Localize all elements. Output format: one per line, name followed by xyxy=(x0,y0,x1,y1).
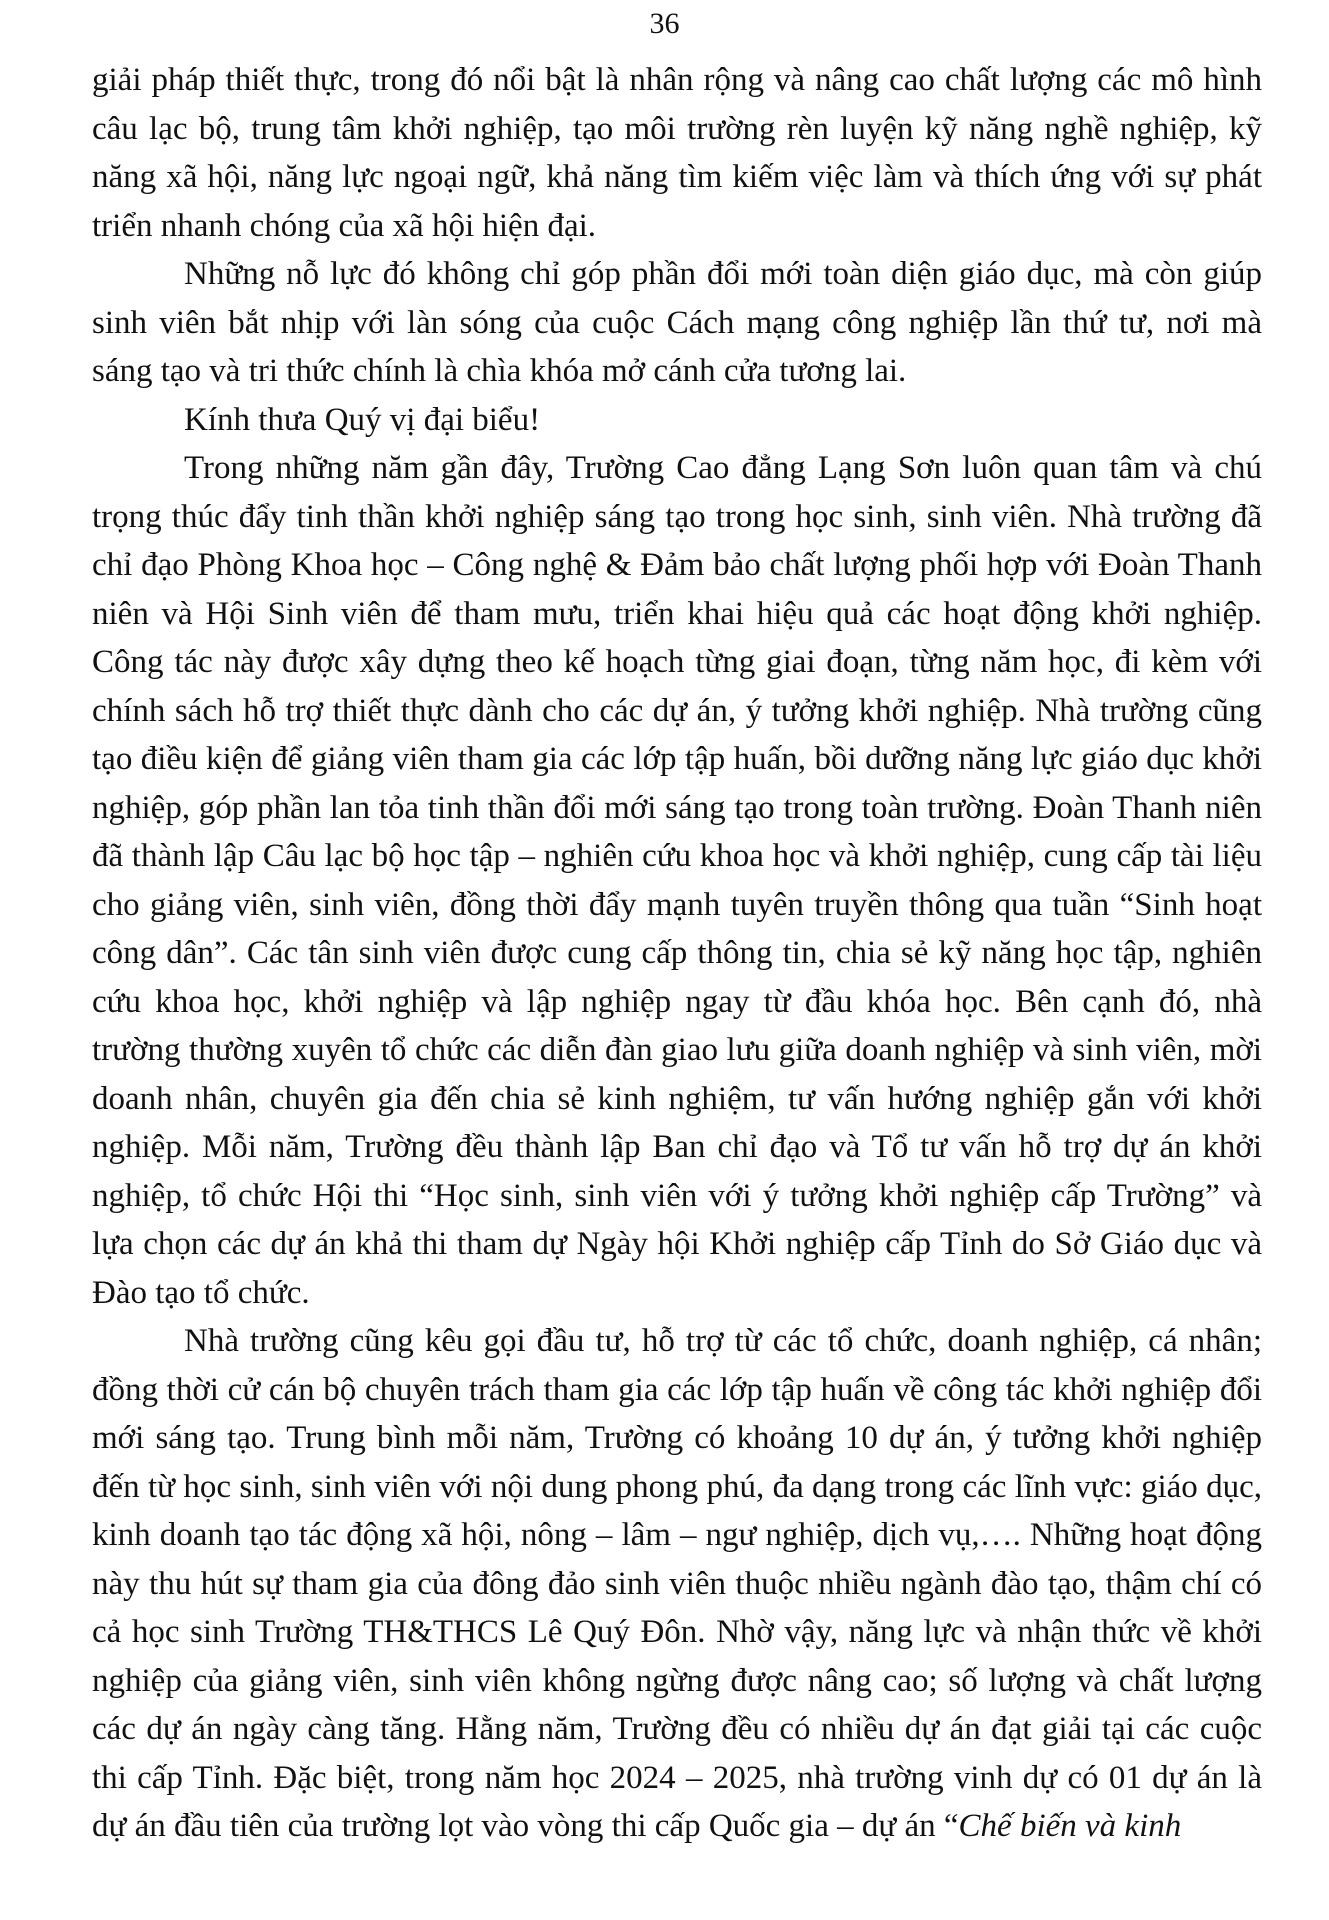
paragraph-salutation: Kính thưa Quý vị đại biểu! xyxy=(184,401,541,438)
paragraph-investment-text: Nhà trường cũng kêu gọi đầu tư, hỗ trợ từ các tổ chức, doanh nghiệp, cá nhân; đồng thời cử cán bộ chuyên trách tham gia các lớp tập huấn về công tác khởi nghiệp đổi mới sáng tạo. Trung bình mỗi năm, Trường có khoảng 10 dự án, ý tưởng khởi nghiệp đến từ học sinh, sinh viên với nội dung phong phú, đa dạng trong các lĩnh vực: giáo dục, kinh doanh tạo tác động xã hội, nông – lâm – ngư nghiệp, dịch vụ,…. Những hoạt động này thu hút sự tham gia của đông đảo sinh viên thuộc nhiều ngành đào tạo, thậm chí có cả học sinh Trường TH&THCS Lê Quý Đôn. Nhờ vậy, năng lực và nhận thức về khởi nghiệp của giảng viên, sinh viên không ngừng được nâng cao; số lượng và chất lượng các dự án ngày càng tăng. Hằng năm, Trường đều có nhiều dự án đạt giải tại các cuộc thi cấp Tỉnh. Đặc biệt, trong năm học 2024 – 2025, nhà trường vinh dự có 01 dự án là dự án đầu tiên của trường lọt vào vòng thi cấp Quốc gia – dự án “ xyxy=(92,1323,1262,1844)
paragraph-startup-activities: Trong những năm gần đây, Trường Cao đẳng Lạng Sơn luôn quan tâm và chú trọng thúc đẩy tinh thần khởi nghiệp sáng tạo trong học sinh, sinh viên. Nhà trường đã chỉ đạo Phòng Khoa học – Công nghệ & Đảm bảo chất lượng phối hợp với Đoàn Thanh niên và Hội Sinh viên để tham mưu, triển khai hiệu quả các hoạt động khởi nghiệp. Công tác này được xây dựng theo kế hoạch từng giai đoạn, từng năm học, đi kèm với chính sách hỗ trợ thiết thực dành cho các dự án, ý tưởng khởi nghiệp. Nhà trường cũng tạo điều kiện để giảng viên tham gia các lớp tập huấn, bồi dưỡng năng lực giáo dục khởi nghiệp, góp phần lan tỏa tinh thần đổi mới sáng tạo trong toàn trường. Đoàn Thanh niên đã thành lập Câu lạc bộ học tập – nghiên cứu khoa học và khởi nghiệp, cung cấp tài liệu cho giảng viên, sinh viên, đồng thời đẩy mạnh tuyên truyền thông qua tuần “Sinh hoạt công dân”. Các tân sinh viên được cung cấp thông tin, chia sẻ kỹ năng học tập, nghiên cứu khoa học, khởi nghiệp và lập nghiệp ngay từ đầu khóa học. Bên cạnh đó, nhà trường thường xuyên tổ chức các diễn đàn giao lưu giữa doanh nghiệp và sinh viên, mời doanh nhân, chuyên gia đến chia sẻ kinh nghiệm, tư vấn hướng nghiệp gắn với khởi nghiệp. Mỗi năm, Trường đều thành lập Ban chỉ đạo và Tổ tư vấn hỗ trợ dự án khởi nghiệp, tổ chức Hội thi “Học sinh, sinh viên với ý tưởng khởi nghiệp cấp Trường” và lựa chọn các dự án khả thi tham dự Ngày hội Khởi nghiệp cấp Tỉnh do Sở Giáo dục và Đào tạo tổ chức. xyxy=(92,450,1262,1311)
page-number: 36 xyxy=(649,7,680,40)
paragraph-continuation: giải pháp thiết thực, trong đó nổi bật là nhân rộng và nâng cao chất lượng các mô hình câu lạc bộ, trung tâm khởi nghiệp, tạo môi trường rèn luyện kỹ năng nghề nghiệp, kỹ năng xã hội, năng lực ngoại ngữ, khả năng tìm kiếm việc làm và thích ứng với sự phát triển nhanh chóng của xã hội hiện đại. xyxy=(92,62,1262,244)
paragraph-investment xyxy=(92,1317,1262,1851)
project-name-italic: Chế biến và kinh xyxy=(958,1808,1182,1844)
body-text xyxy=(92,56,1262,1851)
paragraph-innovation: Những nỗ lực đó không chỉ góp phần đổi mới toàn diện giáo dục, mà còn giúp sinh viên bắt nhịp với làn sóng của cuộc Cách mạng công nghiệp lần thứ tư, nơi mà sáng tạo và tri thức chính là chìa khóa mở cánh cửa tương lai. xyxy=(92,256,1262,389)
